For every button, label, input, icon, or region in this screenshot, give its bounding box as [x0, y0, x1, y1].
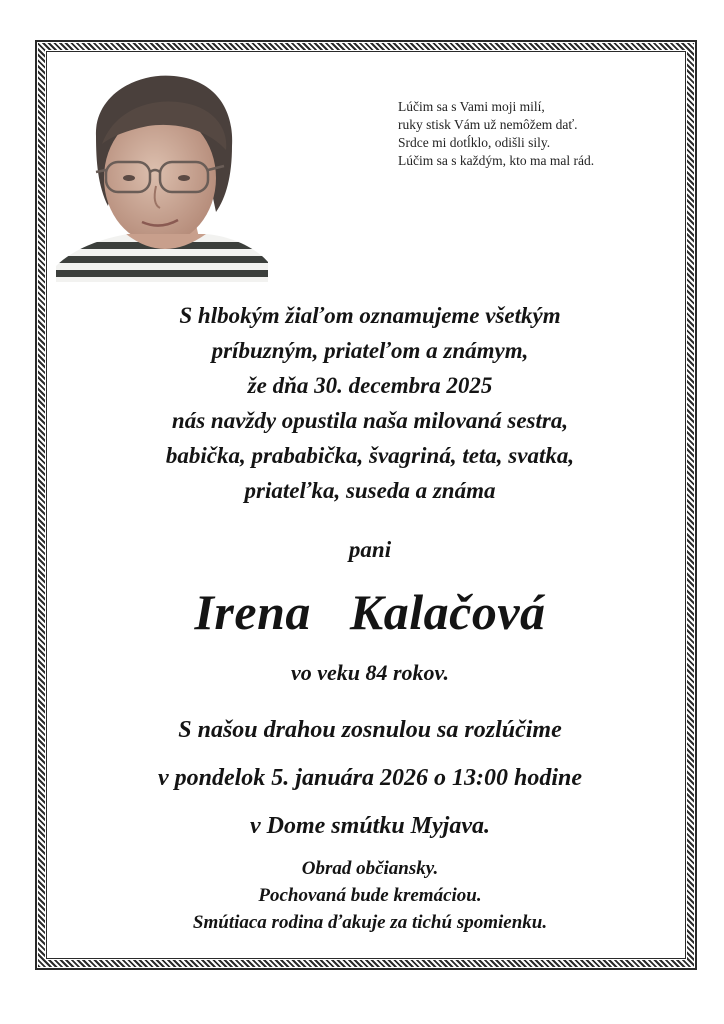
- funeral-line: S našou drahou zosnulou sa rozlúčime: [178, 717, 562, 743]
- salutation: pani: [348, 537, 392, 562]
- deceased-name: Irena Kalačová: [194, 584, 546, 640]
- poem-line: Lúčim sa s každým, kto ma mal rád.: [398, 153, 595, 168]
- closing-line: Pochovaná bude kremáciou.: [258, 885, 482, 906]
- announcement-line: S hlbokým žiaľom oznamujeme všetkým: [179, 303, 561, 328]
- farewell-poem: [398, 98, 688, 170]
- announcement-line: priateľka, suseda a známa: [244, 478, 496, 503]
- poem-line: ruky stisk Vám už nemôžem dať.: [398, 117, 578, 132]
- closing-line: Smútiaca rodina ďakuje za tichú spomienku.: [192, 912, 548, 933]
- deceased-age: vo veku 84 rokov.: [290, 660, 450, 685]
- announcement-line: nás navždy opustila naša milovaná sestra,: [171, 408, 569, 433]
- poem-line: Srdce mi dotĺklo, odišli sily.: [398, 135, 551, 150]
- closing-line: Obrad občiansky.: [301, 858, 439, 879]
- announcement-line: babička, prababička, švagriná, teta, svatka,: [165, 443, 575, 468]
- funeral-details: [60, 706, 680, 850]
- funeral-line: v Dome smútku Myjava.: [250, 813, 490, 839]
- closing-notes: [60, 855, 680, 936]
- funeral-line: v pondelok 5. januára 2026 o 13:00 hodine: [157, 765, 583, 791]
- announcement-line: že dňa 30. decembra 2025: [247, 373, 493, 398]
- announcement-line: príbuzným, priateľom a známym,: [211, 338, 529, 363]
- portrait-photo: [56, 66, 268, 282]
- poem-line: Lúčim sa s Vami moji milí,: [398, 99, 545, 114]
- death-announcement: [60, 298, 680, 508]
